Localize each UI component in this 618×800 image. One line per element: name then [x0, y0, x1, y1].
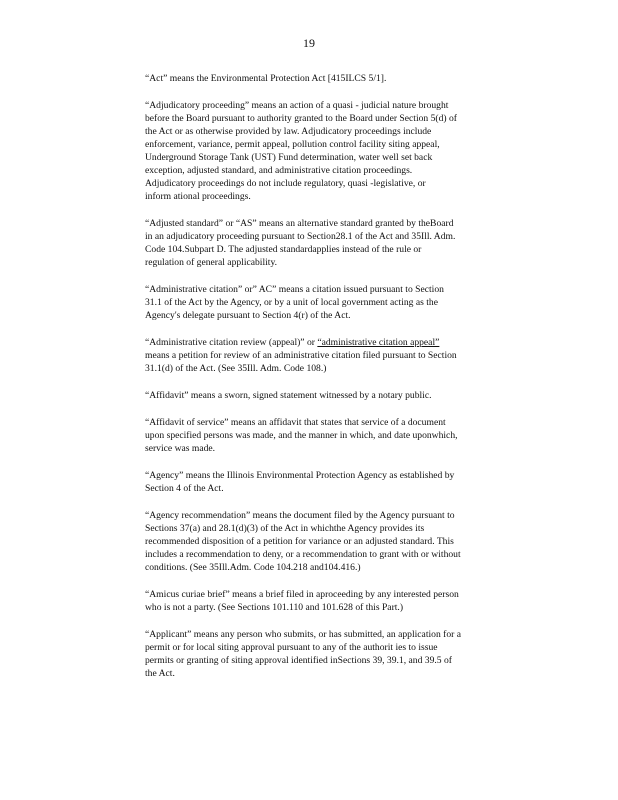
text-line: before the Board pursuant to authority granted to the Board under Section 5(d) of [145, 113, 457, 124]
text-line: exception, adjusted standard, and administrative citation proceedings. [145, 165, 413, 176]
text-line: inform ational proceedings. [145, 191, 251, 202]
text-line: conditions. (See 35Ill.Adm. Code 104.218 and104.416.) [145, 562, 361, 573]
text-line: upon specified persons was made, and the manner in which, and date uponwhich, [145, 430, 458, 441]
text-line: Section 4 of the Act. [145, 483, 224, 494]
definition-paragraph [145, 628, 540, 680]
text-line: service was made. [145, 443, 216, 454]
text-line: “Act” means the Environmental Protection Act [415ILCS 5/1]. [145, 73, 387, 84]
definition-paragraph [145, 336, 540, 375]
text-line: Code 104.Subpart D. The adjusted standardapplies instead of the rule or [145, 244, 422, 255]
text-line: Underground Storage Tank (UST) Fund determination, water well set back [145, 152, 433, 163]
text-line: permits or granting of siting approval identified inSections 39, 39.1, and 39.5 of [145, 655, 452, 666]
text-line: “Adjusted standard” or “AS” means an alternative standard granted by theBoard [145, 218, 454, 229]
text-line: “Agency” means the Illinois Environmental Protection Agency as established by [145, 470, 455, 481]
text-line: regulation of general applicability. [145, 257, 278, 268]
text-line: “Affidavit” means a sworn, signed statement witnessed by a notary public. [145, 390, 432, 401]
text-line: who is not a party. (See Sections 101.110 and 101.628 of this Part.) [145, 602, 404, 613]
definition-paragraph [145, 217, 540, 269]
definitions-body [145, 72, 540, 694]
text-line: permit or for local siting approval pursuant to any of the authorit ies to issue [145, 642, 438, 653]
definition-paragraph [145, 99, 540, 203]
text-line: “Affidavit of service” means an affidavit that states that service of a document [145, 417, 446, 428]
definition-paragraph [145, 469, 540, 495]
text-line: the Act or as otherwise provided by law. Adjudicatory proceedings include [145, 126, 432, 137]
text-line: 31.1 of the Act by the Agency, or by a unit of local government acting as the [145, 297, 438, 308]
text-line: in an adjudicatory proceeding pursuant to Section28.1 of the Act and 35Ill. Adm. [145, 231, 456, 242]
definition-paragraph [145, 509, 540, 574]
definition-paragraph [145, 416, 540, 455]
text-line: “Amicus curiae brief” means a brief filed in aproceeding by any interested person [145, 589, 459, 600]
definition-paragraph [145, 588, 540, 614]
text-line: Adjudicatory proceedings do not include regulatory, quasi -legislative, or [145, 178, 426, 189]
definition-paragraph [145, 283, 540, 322]
text-line: 31.1(d) of the Act. (See 35Ill. Adm. Code 108.) [145, 363, 327, 374]
text-line: Sections 37(a) and 28.1(d)(3) of the Act in whichthe Agency provides its [145, 523, 425, 534]
text-line: Agency's delegate pursuant to Section 4(r) of the Act. [145, 310, 351, 321]
text-line: recommended disposition of a petition for variance or an adjusted standard. This [145, 536, 454, 547]
text-line: “Applicant” means any person who submits, or has submitted, an application for a [145, 629, 461, 640]
text-line: “Administrative citation review (appeal)” or “administrative citation appeal” [145, 337, 440, 348]
text-line: includes a recommendation to deny, or a recommendation to grant with or without [145, 549, 461, 560]
text-line: “Agency recommendation” means the document filed by the Agency pursuant to [145, 510, 455, 521]
text-line: “Administrative citation” or” AC” means a citation issued pursuant to Section [145, 284, 444, 295]
text-line: the Act. [145, 668, 175, 679]
definition-paragraph [145, 72, 540, 85]
text-line: “Adjudicatory proceeding” means an action of a quasi - judicial nature brought [145, 100, 449, 111]
page-number: 19 [303, 36, 315, 50]
text-line: means a petition for review of an administrative citation filed pursuant to Section [145, 350, 457, 361]
text-line: enforcement, variance, permit appeal, pollution control facility siting appeal, [145, 139, 440, 150]
definition-paragraph [145, 389, 540, 402]
